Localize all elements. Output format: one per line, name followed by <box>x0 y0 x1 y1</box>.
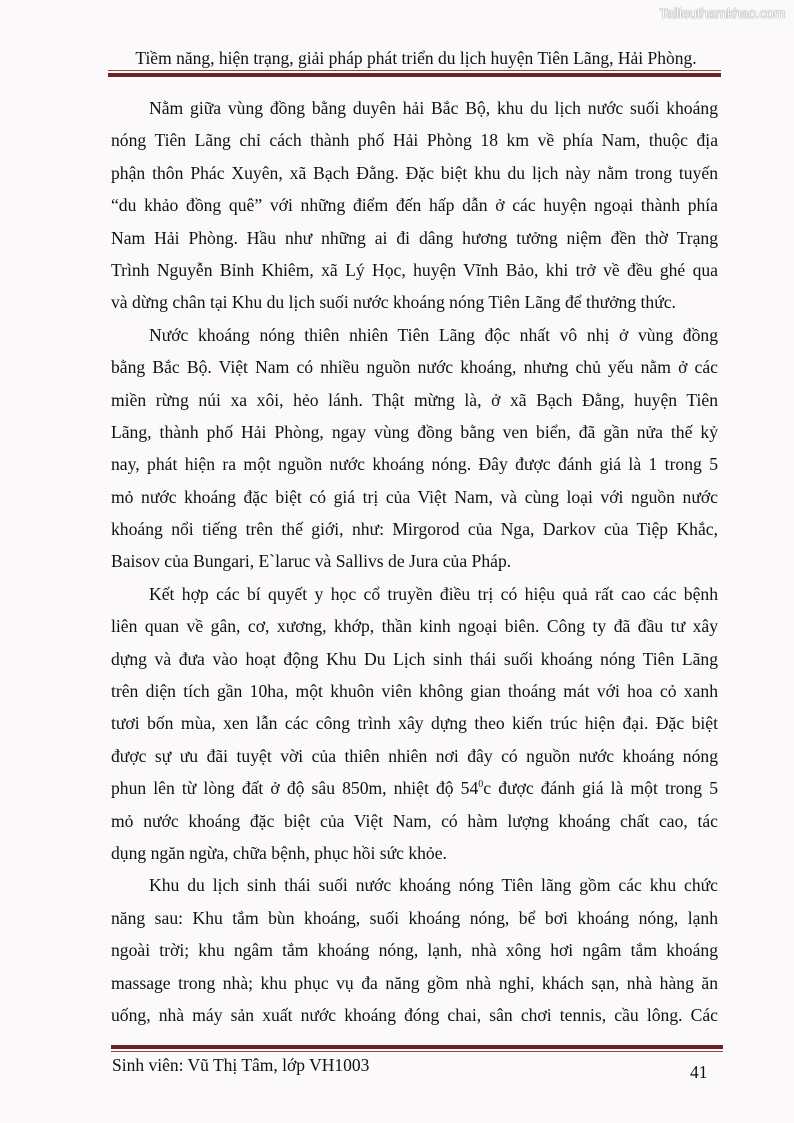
text-line: Nước khoáng nóng thiên nhiên Tiên Lãng độc nhất vô nhị ở vùng đồng <box>149 324 718 345</box>
text-line: năng sau: Khu tắm bùn khoáng, suối khoáng nóng, bể bơi khoáng nóng, lạnh <box>111 907 718 928</box>
text-line: dụng ngăn ngừa, chữa bệnh, phục hồi sức khỏe. <box>111 842 447 863</box>
document-body <box>111 92 718 1031</box>
text-line: dựng và đưa vào hoạt động Khu Du Lịch sinh thái suối khoáng nóng Tiên Lãng <box>111 648 718 669</box>
paragraph <box>111 869 718 1031</box>
text-line: Baisov của Bungari, E`laruc và Sallivs de Jura của Pháp. <box>111 551 512 572</box>
text-line: Lãng, thành phố Hải Phòng, ngay vùng đồng bằng ven biển, đã gần nửa thế kỷ <box>111 421 718 442</box>
text-line: nóng Tiên Lãng chỉ cách thành phố Hải Phòng 18 km về phía Nam, thuộc địa <box>111 130 718 151</box>
text-line <box>111 772 718 804</box>
footer-rule-thin <box>111 1051 723 1052</box>
footer-student-info: Sinh viên: Vũ Thị Tâm, lớp VH1003 <box>112 1055 370 1075</box>
running-header-title: Tiềm năng, hiện trạng, giải pháp phát triển du lịch huyện Tiên Lãng, Hải Phòng. <box>135 48 697 68</box>
text-line: miền rừng núi xa xôi, hẻo lánh. Thật mừng là, ở xã Bạch Đằng, huyện Tiên <box>111 389 718 410</box>
text-line: mỏ nước khoáng đặc biệt của Việt Nam, có hàm lượng khoáng chất cao, tác <box>111 810 718 831</box>
text-line: phận thôn Phác Xuyên, xã Bạch Đằng. Đặc biệt khu du lịch này nằm trong tuyến <box>111 162 718 183</box>
text-line: Nằm giữa vùng đồng bằng duyên hải Bắc Bộ, khu du lịch nước suối khoáng <box>149 98 718 118</box>
text-line: Nam Hải Phòng. Hầu như những ai đi dâng hương tưởng niệm đền thờ Trạng <box>111 227 718 248</box>
page-number: 41 <box>690 1062 708 1082</box>
paragraph <box>111 578 718 870</box>
footer-rule-thick <box>111 1045 723 1049</box>
degree-superscript: 0 <box>478 779 484 791</box>
text-line: khoáng nổi tiếng trên thế giới, như: Mirgorod của Nga, Darkov của Tiệp Khắc, <box>111 519 718 540</box>
text-line: Trình Nguyễn Bỉnh Khiêm, xã Lý Học, huyện Vĩnh Bảo, khi trở về đều ghé qua <box>111 259 718 280</box>
text-segment: phun lên từ lòng đất ở độ sâu 850m, nhiệt độ 54 <box>111 778 479 799</box>
header-rule-thick <box>108 73 721 77</box>
paragraph <box>111 319 718 578</box>
text-line: massage trong nhà; khu phục vụ đa năng gồm nhà nghỉ, khách sạn, nhà hàng ăn <box>111 972 718 993</box>
text-line: liên quan về gân, cơ, xương, khớp, thần kinh ngoại biên. Công ty đã đầu tư xây <box>111 616 718 637</box>
text-line: ngoài trời; khu ngâm tắm khoáng nóng, lạnh, nhà xông hơi ngâm tắm khoáng <box>111 940 718 961</box>
text-line: “du khảo đồng quê” với những điểm đến hấp dẫn ở các huyện ngoại thành phía <box>111 195 718 216</box>
text-line: nay, phát hiện ra một nguồn nước khoáng nóng. Đây được đánh giá là 1 trong 5 <box>111 454 718 475</box>
header-rule-thin <box>108 70 721 71</box>
text-line: Khu du lịch sinh thái suối nước khoáng nóng Tiên lãng gồm các khu chức <box>149 875 718 896</box>
text-line: trên diện tích gần 10ha, một khuôn viên không gian thoáng mát với hoa cỏ xanh <box>111 681 718 702</box>
text-line: và dừng chân tại Khu du lịch suối nước khoáng nóng Tiên Lãng để thưởng thức. <box>111 292 676 313</box>
watermark: Tailieuthamkhao.com <box>659 5 785 21</box>
text-line: tươi bốn mùa, xen lẫn các công trình xây dựng theo kiến trúc hiện đại. Đặc biệt <box>111 713 718 734</box>
text-line: uống, nhà máy sản xuất nước khoáng đóng chai, sân chơi tennis, cầu lông. Các <box>111 1004 718 1025</box>
text-line: Kết hợp các bí quyết y học cổ truyền điều trị có hiệu quả rất cao các bệnh <box>149 583 718 604</box>
text-line: được sự ưu đãi tuyệt vời của thiên nhiên nơi đây có nguồn nước khoáng nóng <box>111 745 718 766</box>
text-segment: c được đánh giá là một trong 5 <box>483 778 718 799</box>
paragraph <box>111 92 718 319</box>
text-line: bằng Bắc Bộ. Việt Nam có nhiều nguồn nước khoáng, nhưng chủ yếu nằm ở các <box>111 357 718 378</box>
text-line: mỏ nước khoáng đặc biệt có giá trị của Việt Nam, và cùng loại với nguồn nước <box>111 486 718 507</box>
